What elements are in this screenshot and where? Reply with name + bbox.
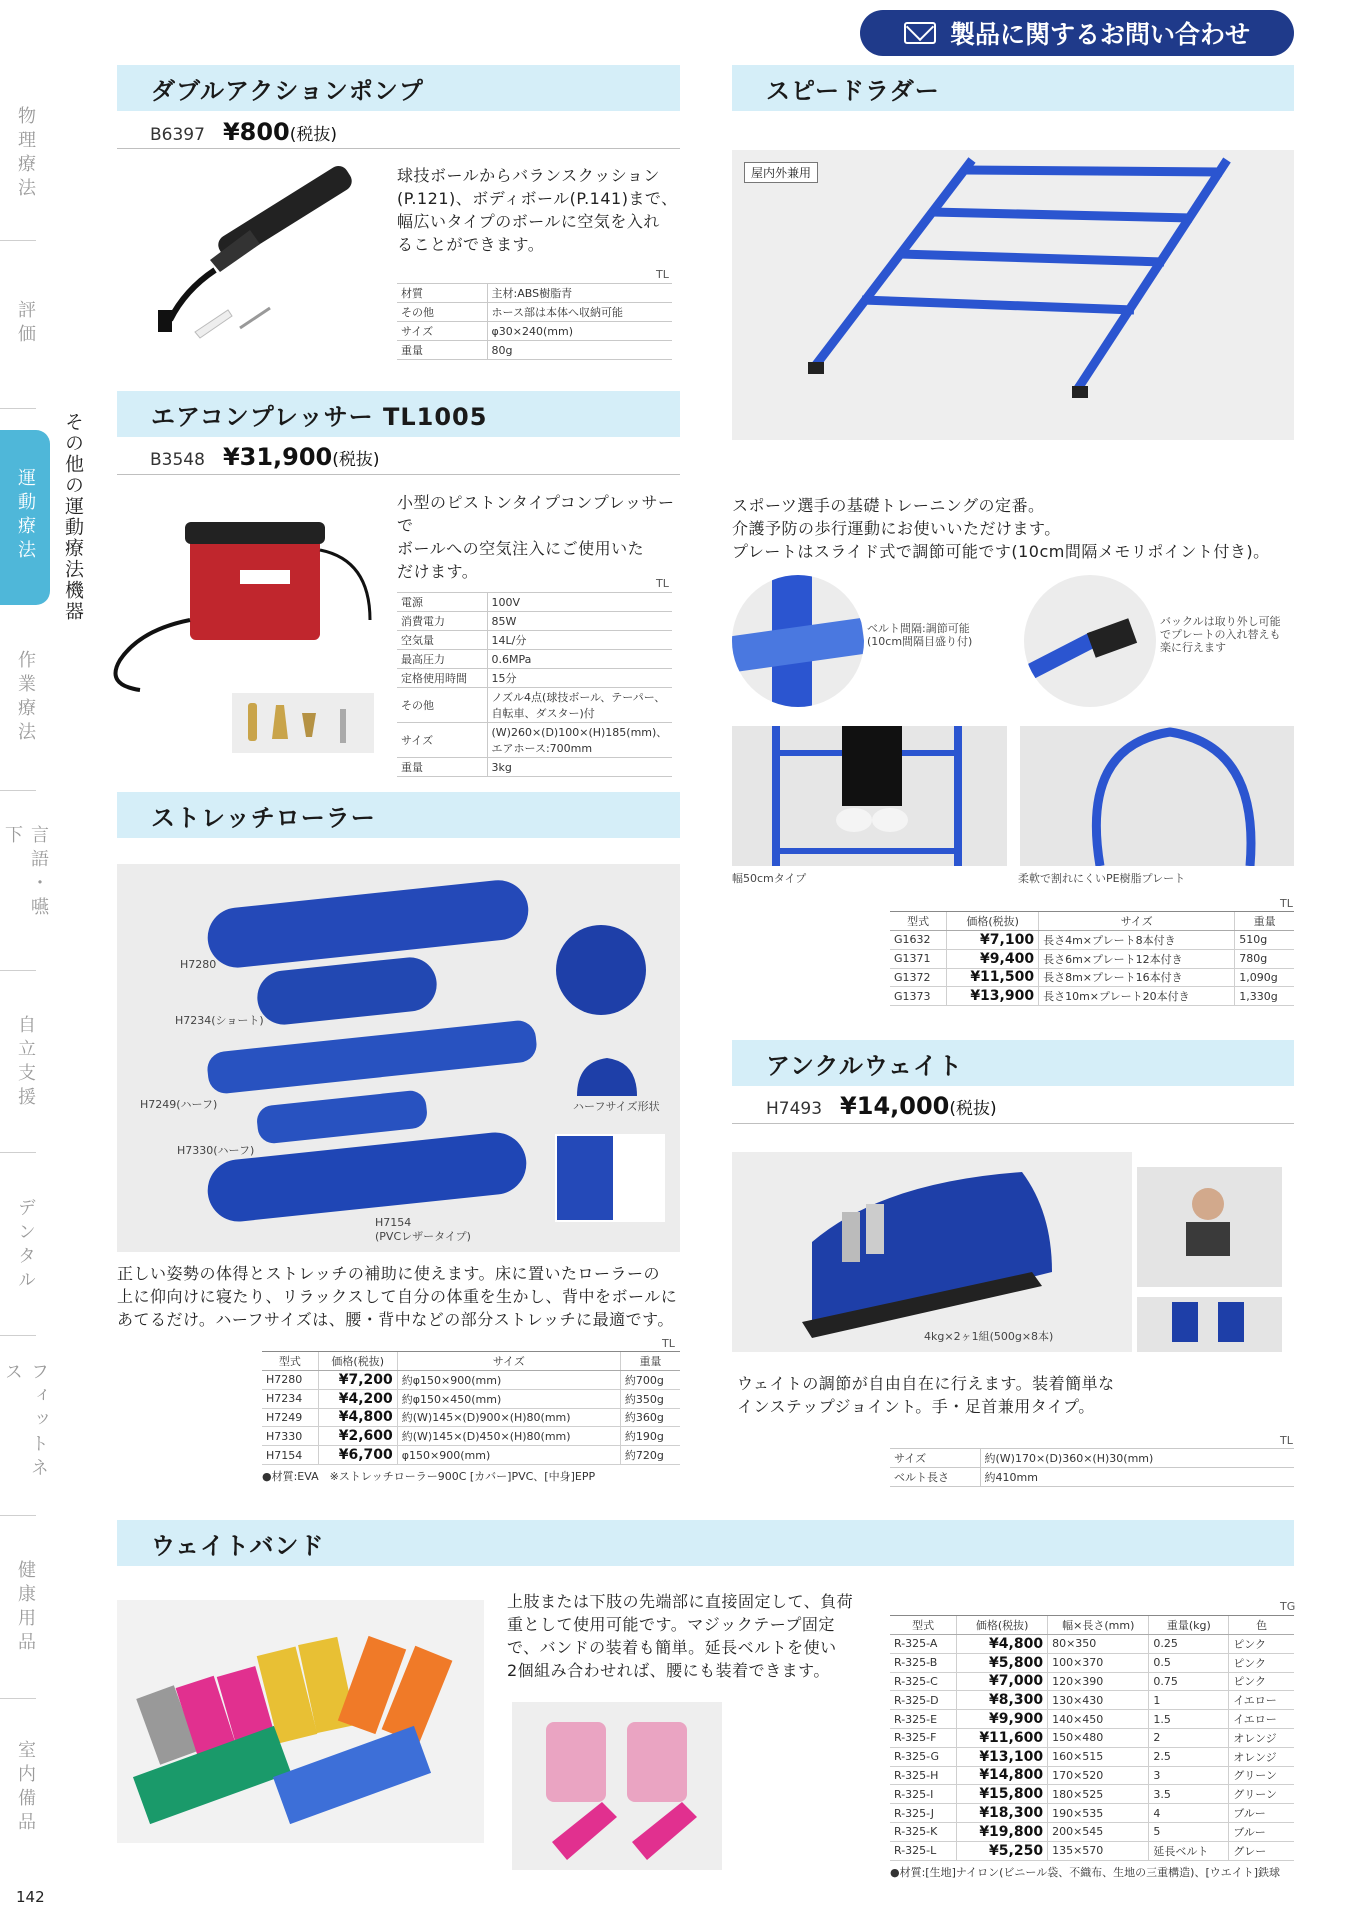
table-row: H7249 ¥4,800 約(W)145×(D)900×(H)80(mm) 約360g xyxy=(262,1408,680,1427)
product-code: H7493 xyxy=(766,1099,823,1119)
ladder-photo xyxy=(732,150,1294,440)
supplier-code: TL xyxy=(656,268,669,281)
compressor-code-price xyxy=(150,443,380,471)
roller-label-pvc: (PVCレザータイプ) xyxy=(375,1230,471,1243)
table-row: R-325-I ¥15,800 180×525 3.5 グリーン xyxy=(890,1785,1294,1804)
band-worn-photo xyxy=(512,1702,722,1870)
side-tab-divider xyxy=(0,1335,36,1336)
side-tab-divider xyxy=(0,408,36,409)
mail-icon xyxy=(904,22,936,44)
roller-label-h7154: H7154 xyxy=(375,1216,412,1229)
table-row: H7330 ¥2,600 約(W)145×(D)450×(H)80(mm) 約190g xyxy=(262,1427,680,1446)
side-tab-divider xyxy=(0,1515,36,1516)
divider xyxy=(732,1123,1294,1124)
ladder-price-table xyxy=(890,911,1294,1006)
spec-row: 重量 80g xyxy=(397,341,672,360)
supplier-code: TG xyxy=(1280,1600,1296,1613)
pump-code-price xyxy=(150,118,337,146)
side-tab-physical-therapy[interactable]: 物理療法 xyxy=(15,106,36,202)
roller-label-half-shape: ハーフサイズ形状 xyxy=(573,1100,660,1113)
table-header: 型式 価格(税抜) サイズ 重量 xyxy=(890,912,1294,931)
table-row: R-325-D ¥8,300 130×430 1 イエロー xyxy=(890,1691,1294,1710)
spec-row: サイズ φ30×240(mm) xyxy=(397,322,672,341)
compressor-section-title: エアコンプレッサー TL1005 xyxy=(117,391,680,437)
table-row: R-325-G ¥13,100 160×515 2.5 オレンジ xyxy=(890,1747,1294,1766)
table-header: 型式 価格(税抜) 幅×長さ(mm) 重量(kg) 色 xyxy=(890,1616,1294,1635)
side-tab-divider xyxy=(0,1152,36,1153)
divider xyxy=(117,148,680,149)
table-row: G1372 ¥11,500 長さ8m×プレート16本付き 1,090g xyxy=(890,968,1294,987)
side-tab-speech-swallowing[interactable]: 言語・嚥下 xyxy=(2,825,49,921)
compressor-spec-table xyxy=(397,592,672,777)
table-row: G1371 ¥9,400 長さ6m×プレート12本付き 780g xyxy=(890,949,1294,968)
side-tab-divider xyxy=(0,1698,36,1699)
product-code: B6397 xyxy=(150,125,205,145)
table-row: H7234 ¥4,200 約φ150×450(mm) 約350g xyxy=(262,1389,680,1408)
side-tab-evaluation[interactable]: 評価 xyxy=(15,300,36,348)
side-tab-health-goods[interactable]: 健康用品 xyxy=(15,1560,36,1656)
ankle-photo-caption: 4kg×2ヶ1組(500g×8本) xyxy=(924,1330,1054,1343)
spec-row: 定格使用時間 15分 xyxy=(397,669,672,688)
band-price-table xyxy=(890,1615,1294,1861)
side-tab-divider xyxy=(0,790,36,791)
table-row: R-325-E ¥9,900 140×450 1.5 イエロー xyxy=(890,1710,1294,1729)
pump-spec-table xyxy=(397,283,672,360)
product-code: B3548 xyxy=(150,450,205,470)
pump-section-title: ダブルアクションポンプ xyxy=(117,65,680,111)
ankle-section-title: アンクルウェイト xyxy=(732,1040,1294,1086)
product-price: ¥31,900(税抜) xyxy=(222,443,380,471)
indoor-outdoor-badge: 屋内外兼用 xyxy=(744,162,818,183)
table-row: R-325-A ¥4,800 80×350 0.25 ピンク xyxy=(890,1635,1294,1654)
ankle-code-price xyxy=(766,1092,997,1120)
table-row: R-325-K ¥19,800 200×545 5 ブルー xyxy=(890,1822,1294,1841)
compressor-description: 小型のピストンタイプコンプレッサーで ボールへの空気注入にご使用いた だけます。 xyxy=(397,493,675,581)
product-price: ¥14,000(税抜) xyxy=(840,1092,997,1120)
side-tab-occupational-therapy[interactable]: 作業療法 xyxy=(15,650,36,746)
table-row: R-325-F ¥11,600 150×480 2 オレンジ xyxy=(890,1728,1294,1747)
supplier-code: TL xyxy=(1280,897,1293,910)
side-tab-independence-support[interactable]: 自立支援 xyxy=(15,1015,36,1111)
table-row: H7280 ¥7,200 約φ150×900(mm) 約700g xyxy=(262,1371,680,1390)
side-tab-room-equipment[interactable]: 室内備品 xyxy=(15,1740,36,1836)
spec-row: 電源 100V xyxy=(397,593,672,612)
buckle-caption: バックルは取り外し可能 でプレートの入れ替えも 楽に行えます xyxy=(1160,615,1281,654)
pump-description: 球技ボールからバランスクッション (P.121)、ボディボール(P.141)まで、 幅広いタイプのボールに空気を入れ ることができます。 xyxy=(397,166,678,254)
spec-row: 最高圧力 0.6MPa xyxy=(397,650,672,669)
spec-row: 材質 主材:ABS樹脂青 xyxy=(397,284,672,303)
page-number: 142 xyxy=(16,1888,45,1906)
table-row: R-325-H ¥14,800 170×520 3 グリーン xyxy=(890,1766,1294,1785)
roller-label-h7280: H7280 xyxy=(180,958,217,971)
ladder-width-photo xyxy=(732,726,1007,866)
spec-row: 空気量 14L/分 xyxy=(397,631,672,650)
roller-description: 正しい姿勢の体得とストレッチの補助に使えます。床に置いたローラーの 上に仰向けに寝たり、リラックスして自分の体重を生かし、背中をボールに あてるだけ。ハーフサイズは、腰・背中などの部分ストレッチに最適です。 xyxy=(117,1264,678,1329)
belt-spacing-caption: ベルト間隔:調節可能 (10cm間隔目盛り付) xyxy=(867,622,973,648)
nozzle-set-photo xyxy=(232,693,374,753)
spec-row: その他 ノズル4点(球技ボール、テーパー、自転車、ダスター)付 xyxy=(397,688,672,723)
band-section-title: ウェイトバンド xyxy=(117,1520,1294,1566)
subcategory-label: その他の運動療法機器 xyxy=(62,412,84,622)
roller-label-h7330: H7330(ハーフ) xyxy=(177,1144,255,1157)
pe-plate-photo xyxy=(1020,726,1294,866)
compressor-photo xyxy=(100,510,380,710)
pe-plate-caption: 柔軟で割れにくいPE樹脂プレート xyxy=(1018,872,1186,885)
ankle-description: ウェイトの調節が自由自在に行えます。装着簡単な インステップジョイント。手・足首兼用タイプ。 xyxy=(737,1374,1115,1416)
table-row: R-325-C ¥7,000 120×390 0.75 ピンク xyxy=(890,1672,1294,1691)
ankle-weight-photo xyxy=(732,1152,1294,1352)
spec-row: その他 ホース部は本体へ収納可能 xyxy=(397,303,672,322)
pump-photo xyxy=(140,160,390,350)
weight-band-photo xyxy=(117,1600,484,1843)
buckle-closeup xyxy=(1024,575,1156,707)
side-tab-divider xyxy=(0,240,36,241)
spec-row: 重量 3kg xyxy=(397,758,672,777)
product-price: ¥800(税抜) xyxy=(222,118,337,146)
roller-label-h7249: H7249(ハーフ) xyxy=(140,1098,218,1111)
table-row: G1632 ¥7,100 長さ4m×プレート8本付き 510g xyxy=(890,931,1294,950)
spec-row: サイズ (W)260×(D)100×(H)185(mm)、エアホース:700mm xyxy=(397,723,672,758)
band-description: 上肢または下肢の先端部に直接固定して、負荷 重として使用可能です。マジックテープ固定 で、バンドの装着も簡単。延長ベルトを使い 2個組み合わせれば、腰にも装着できます。 xyxy=(507,1592,854,1680)
roller-material-note: ●材質:EVA ※ストレッチローラー900C [カバー]PVC、[中身]EPP xyxy=(262,1470,596,1483)
roller-section-title: ストレッチローラー xyxy=(117,792,680,838)
roller-price-table xyxy=(262,1351,680,1465)
supplier-code: TL xyxy=(656,577,669,590)
side-tab-divider xyxy=(0,970,36,971)
table-row: R-325-L ¥5,250 135×570 延長ベルト グレー xyxy=(890,1841,1294,1860)
roller-label-h7234: H7234(ショート) xyxy=(175,1014,264,1027)
divider xyxy=(117,474,680,475)
ladder-width-caption: 幅50cmタイプ xyxy=(732,872,807,885)
supplier-code: TL xyxy=(662,1337,675,1350)
spec-row: サイズ 約(W)170×(D)360×(H)30(mm) xyxy=(890,1449,1294,1468)
table-header: 型式 価格(税抜) サイズ 重量 xyxy=(262,1352,680,1371)
side-tab-fitness[interactable]: フィットネス xyxy=(2,1362,49,1482)
ankle-spec-table xyxy=(890,1448,1294,1487)
product-inquiry-button[interactable]: 製品に関するお問い合わせ xyxy=(860,10,1294,56)
spec-row: ベルト長さ 約410mm xyxy=(890,1468,1294,1487)
side-tab-exercise-therapy[interactable]: 運動療法 xyxy=(0,430,50,605)
table-row: R-325-B ¥5,800 100×370 0.5 ピンク xyxy=(890,1653,1294,1672)
side-tab-dental[interactable]: デンタル xyxy=(15,1198,36,1294)
belt-spacing-closeup xyxy=(732,575,864,707)
ladder-description: スポーツ選手の基礎トレーニングの定番。 介護予防の歩行運動にお使いいただけます。 プレートはスライド式で調節可能です(10cm間隔メモリポイント付き)。 xyxy=(732,496,1270,561)
table-row: H7154 ¥6,700 φ150×900(mm) 約720g xyxy=(262,1446,680,1465)
roller-photo xyxy=(117,864,680,1252)
ladder-section-title: スピードラダー xyxy=(732,65,1294,111)
band-material-note: ●材質:[生地]ナイロン(ビニール袋、不織布、生地の三重構造)、[ウエイト]鉄球 xyxy=(890,1866,1281,1879)
table-row: R-325-J ¥18,300 190×535 4 ブルー xyxy=(890,1804,1294,1823)
spec-row: 消費電力 85W xyxy=(397,612,672,631)
table-row: G1373 ¥13,900 長さ10m×プレート20本付き 1,330g xyxy=(890,987,1294,1006)
supplier-code: TL xyxy=(1280,1434,1293,1447)
